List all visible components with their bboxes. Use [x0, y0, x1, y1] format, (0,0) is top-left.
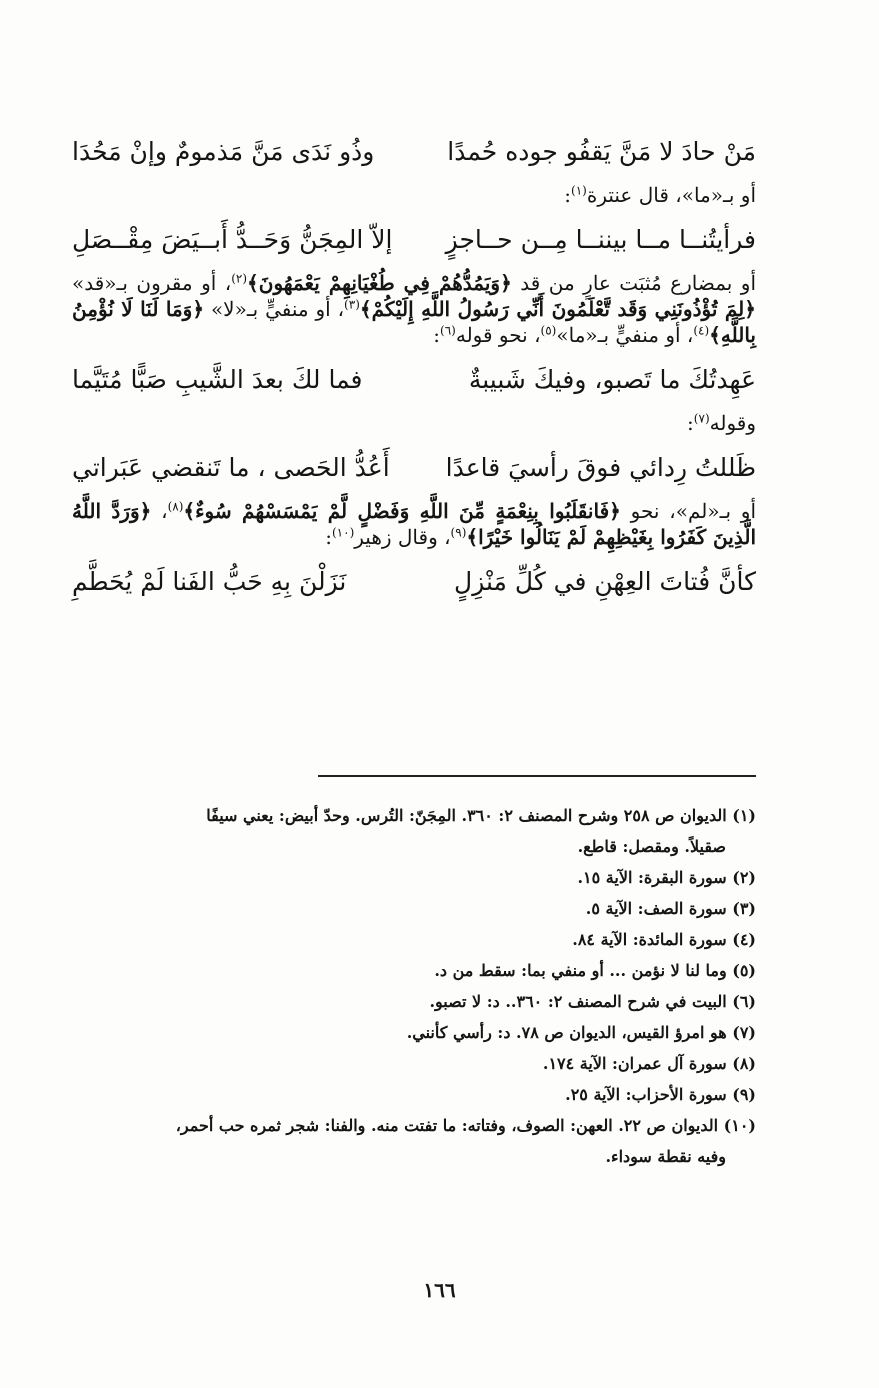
- footnote: (٥) وما لنا لا نؤمن ... أو منفي بما: سقط من د.: [434, 961, 756, 980]
- footnote-ref: (٢): [231, 271, 248, 286]
- verse-line: [72, 558, 756, 606]
- verse-second-hemistich: أَعُدُّ الحَصى ، ما تَنقضي عَبَراتي: [72, 453, 390, 482]
- verse-second-hemistich: فما لكَ بعدَ الشَّيبِ صَبًّا مُتَيَّما: [72, 365, 363, 394]
- quran-quote: ﴿وَمَا لَنَا لَا نُؤْمِنُ بِاللَّهِ﴾: [72, 297, 756, 347]
- footnote: (١٠) الديوان ص ٢٢. العهن: الصوف، وفتاته: ما تفتت منه. والفنا: شجر ثمره حب أحمر،: [175, 1116, 756, 1135]
- footnote: (١) الديوان ص ٢٥٨ وشرح المصنف ٢: ٣٦٠. المِجَنّ: التُرس. وحدّ أبيض: يعني سيفًا: [206, 806, 756, 825]
- footnote-ref: (٧): [693, 411, 710, 426]
- footnote: (٤) سورة المائدة: الآية ٨٤.: [572, 930, 756, 949]
- verse-first-hemistich: ظَللتُ رِدائي فوقَ رأسيَ قاعدًا: [445, 453, 756, 482]
- prose-text: ، أو منفيٍّ بـ«ما»: [556, 323, 694, 347]
- verse-first-hemistich: كأنَّ فُتاتَ العِهْنِ في كُلِّ مَنْزِلٍ: [454, 567, 756, 596]
- quran-quote: ﴿وَرَدَّ اللَّهُ الَّذِينَ كَفَرُوا بِغَيْظِهِمْ لَمْ يَنَالُوا خَيْرًا﴾: [72, 499, 756, 549]
- verse-line: [72, 356, 756, 404]
- footnote: (٨) سورة آل عمران: الآية ١٧٤.: [542, 1054, 756, 1073]
- prose-paragraph: [72, 498, 756, 550]
- verse-first-hemistich: فرأيتُنــا مــا بيننــا مِــن حــاجزٍ: [445, 225, 756, 254]
- main-text: [72, 128, 756, 606]
- footnote-ref: (٤): [693, 323, 710, 338]
- page-number: ١٦٦: [423, 1278, 456, 1302]
- verse-second-hemistich: نَزَلْنَ بِهِ حَبُّ الفَنا لَمْ يُحَطَّمِ: [72, 567, 347, 596]
- footnote: (٢) سورة البقرة: الآية ١٥.: [577, 868, 756, 887]
- prose-text: :: [687, 411, 694, 435]
- footnote: (٩) سورة الأحزاب: الآية ٢٥.: [565, 1085, 756, 1104]
- verse-line: [72, 444, 756, 492]
- verse-second-hemistich: إلاّ المِجَنُّ وَحَــدُّ أَبــيَضَ مِقْــصَلِ: [72, 225, 393, 254]
- verse-line: [72, 216, 756, 264]
- footnote: (٧) هو امرؤ القيس، الديوان ص ٧٨. د: رأسي كأنني.: [406, 1023, 756, 1042]
- footnote-ref: (٨): [167, 499, 184, 514]
- footnote-ref: (١): [571, 183, 587, 198]
- prose-text: أو بمضارع مُثبَت عارٍ من قد: [520, 271, 757, 295]
- prose-text: أو بـ«ما»، قال عنترة: [586, 183, 756, 207]
- prose-paragraph: [72, 410, 756, 436]
- footnotes: [72, 800, 756, 1172]
- footnote: (٣) سورة الصف: الآية ٥.: [585, 899, 756, 918]
- footnote-ref: (٥): [540, 323, 557, 338]
- footnote-ref: (٦): [440, 323, 456, 338]
- footnote-ref: (٩): [450, 525, 467, 540]
- footnote-divider: [318, 775, 756, 777]
- prose-text: ، نحو قوله: [455, 323, 541, 347]
- prose-text: ، أو منفيٍّ بـ«لا»: [210, 297, 345, 321]
- quran-quote: ﴿وَيَمُدُّهُمْ فِي طُغْيَانِهِمْ يَعْمَهُونَ﴾: [247, 271, 512, 295]
- verse-second-hemistich: وذُو نَدَى مَنَّ مَذمومٌ وإنْ مَحُدَا: [72, 137, 375, 166]
- verse-first-hemistich: مَنْ حادَ لا مَنَّ يَقفُو جوده حُمدًا: [447, 137, 756, 166]
- prose-text: :: [564, 183, 572, 207]
- quran-quote: ﴿فَانقَلَبُوا بِنِعْمَةٍ مِّنَ اللَّهِ وَفَضْلٍ لَّمْ يَمْسَسْهُمْ سُوءٌ﴾: [183, 499, 621, 523]
- prose-text: أو بـ«لم»، نحو: [630, 499, 757, 523]
- footnote: (٦) البيت في شرح المصنف ٢: ٣٦٠.. د: لا تصبو.: [429, 992, 756, 1011]
- prose-text: ، وقال زهير: [354, 525, 451, 549]
- footnote-continuation: وفيه نقطة سوداء.: [605, 1147, 726, 1166]
- prose-text: ، أو مقرون بـ«قد»: [72, 271, 232, 295]
- prose-text: ،: [151, 499, 168, 523]
- prose-text: وقوله: [709, 411, 756, 435]
- prose-text: :: [433, 323, 441, 347]
- footnote-ref: (٣): [344, 297, 360, 312]
- prose-text: :: [325, 525, 332, 549]
- footnote-continuation: صقيلاً. ومقصل: قاطع.: [577, 837, 726, 856]
- quran-quote: ﴿لِمَ تُؤْذُونَنِي وَقَد تَّعْلَمُونَ أَنِّي رَسُولُ اللَّهِ إِلَيْكُمْ﴾: [359, 297, 756, 321]
- verse-first-hemistich: عَهِدتُكَ ما تَصبو، وفيكَ شَبيبةٌ: [468, 365, 756, 394]
- verse-line: [72, 128, 756, 176]
- prose-paragraph: [72, 182, 756, 208]
- footnote-ref: (١٠): [331, 525, 355, 540]
- prose-paragraph: [72, 270, 756, 348]
